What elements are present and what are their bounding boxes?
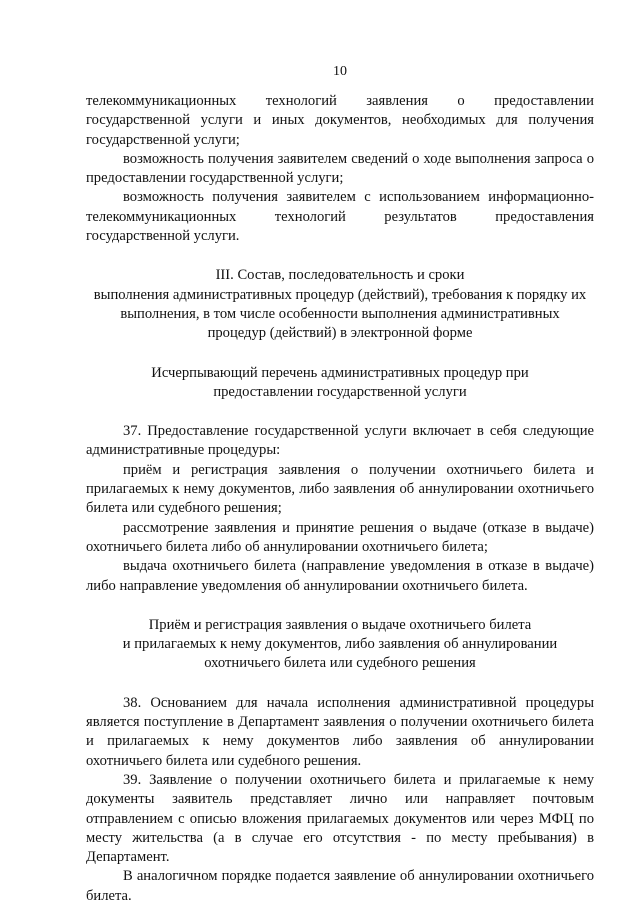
subsection-heading-line: предоставлении государственной услуги bbox=[213, 383, 467, 400]
intro-block bbox=[86, 92, 594, 246]
subsection-heading-line: и прилагаемых к нему документов, либо заявления об аннулировании bbox=[122, 636, 558, 653]
section-heading-line: выполнения административных процедур (действий), требования к порядку их bbox=[93, 286, 587, 303]
section-heading-line: процедур (действий) в электронной форме bbox=[207, 325, 473, 342]
section-heading bbox=[86, 266, 594, 343]
paragraph-37: 37. Предоставление государственной услуги включает в себя следующие административные процедуры: bbox=[86, 423, 594, 459]
subsection-heading-2 bbox=[86, 616, 594, 674]
subsection-heading-1 bbox=[86, 364, 594, 403]
intro-paragraph-3: возможность получения заявителем с использованием информационно-телекоммуникационных технологий результатов предоставления государственной услуги. bbox=[86, 189, 594, 245]
paragraph-39: 39. Заявление о получении охотничьего билета и прилагаемые к нему документы заявитель представляет лично или направляет почтовым отправлением с описью вложения прилагаемых документов или через МФЦ по месту жительства (а в случае его отсутствия - по месту пребывания) в Департамент. bbox=[86, 771, 594, 866]
intro-paragraph-2: возможность получения заявителем сведений о ходе выполнения запроса о предоставлении государственной услуги; bbox=[86, 150, 594, 187]
procedure-item-1: приём и регистрация заявления о получении охотничьего билета и прилагаемых к нему документов, либо заявления об аннулировании охотничьего билета или судебного решения; bbox=[86, 461, 594, 517]
subsection-heading-line: охотничьего билета или судебного решения bbox=[204, 655, 476, 672]
procedures-block bbox=[86, 422, 594, 596]
paragraph-39-continuation: В аналогичном порядке подается заявление об аннулировании охотничьего билета. bbox=[86, 868, 594, 904]
section-heading-line: III. Состав, последовательность и сроки bbox=[215, 267, 465, 284]
procedure-item-3: выдача охотничьего билета (направление уведомления в отказе в выдаче) либо направление уведомления об аннулировании охотничьего билета. bbox=[86, 558, 594, 594]
reception-block bbox=[86, 694, 594, 906]
section-heading-line: выполнения, в том числе особенности выполнения административных bbox=[120, 305, 560, 322]
procedure-item-2: рассмотрение заявления и принятие решения о выдаче (отказе в выдаче) охотничьего билета либо об аннулировании охотничьего билета; bbox=[86, 519, 594, 555]
intro-paragraph-1: телекоммуникационных технологий заявления о предоставлении государственной услуги и иных документов, необходимых для получения государственной услуги; bbox=[86, 93, 594, 148]
page-number: 10 bbox=[333, 64, 347, 79]
paragraph-38: 38. Основанием для начала исполнения административной процедуры является поступление в Департамент заявления о получении охотничьего билета и прилагаемых к нему документов либо заявления об аннулировании охотничьего билета или судебного решения. bbox=[86, 694, 594, 769]
subsection-heading-line: Исчерпывающий перечень административных процедур при bbox=[151, 364, 529, 381]
subsection-heading-line: Приём и регистрация заявления о выдаче охотничьего билета bbox=[148, 616, 532, 633]
